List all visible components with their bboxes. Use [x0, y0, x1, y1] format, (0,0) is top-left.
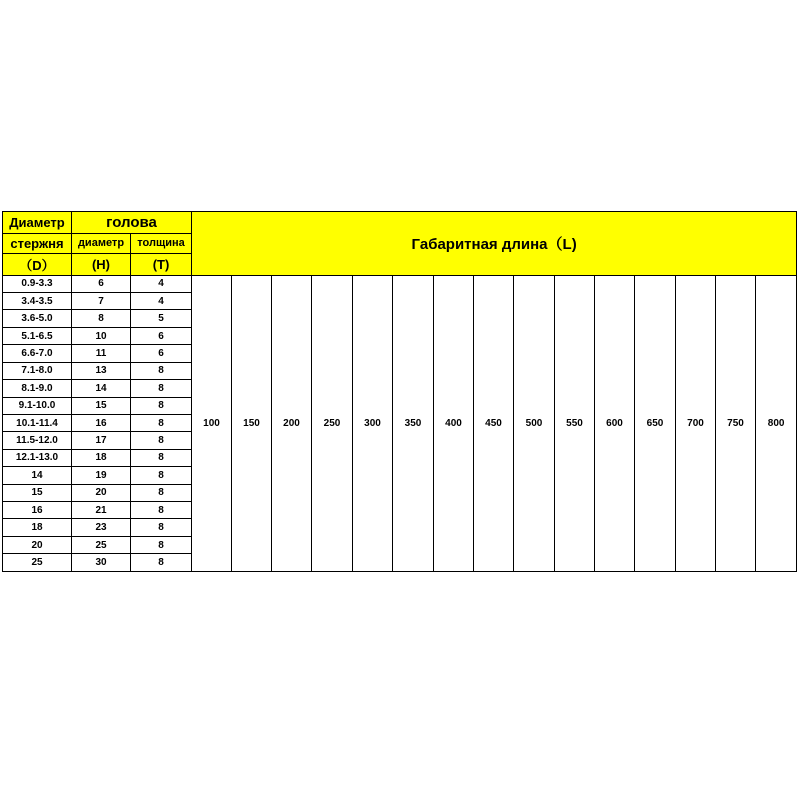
head-thickness-symbol: (T)	[131, 254, 192, 276]
head-thickness-cell: 4	[131, 275, 192, 292]
diameter-cell: 9.1-10.0	[3, 397, 72, 414]
head-diameter-cell: 16	[72, 414, 131, 431]
diameter-cell: 14	[3, 467, 72, 484]
head-diameter-label: диаметр	[72, 233, 131, 254]
diameter-cell: 10.1-11.4	[3, 414, 72, 431]
diameter-cell: 6.6-7.0	[3, 345, 72, 362]
head-diameter-cell: 8	[72, 310, 131, 327]
length-cell: 600	[595, 275, 635, 571]
diameter-cell: 5.1-6.5	[3, 327, 72, 344]
head-thickness-cell: 8	[131, 414, 192, 431]
length-cell: 100	[192, 275, 232, 571]
head-diameter-cell: 18	[72, 449, 131, 466]
diameter-cell: 3.4-3.5	[3, 292, 72, 309]
diameter-cell: 7.1-8.0	[3, 362, 72, 379]
length-cell: 650	[635, 275, 676, 571]
head-diameter-cell: 10	[72, 327, 131, 344]
head-diameter-cell: 17	[72, 432, 131, 449]
table-row	[3, 275, 797, 292]
head-thickness-cell: 8	[131, 519, 192, 536]
head-thickness-cell: 8	[131, 554, 192, 572]
head-diameter-cell: 19	[72, 467, 131, 484]
head-diameter-cell: 21	[72, 502, 131, 519]
head-thickness-cell: 8	[131, 397, 192, 414]
head-thickness-cell: 6	[131, 345, 192, 362]
head-thickness-cell: 8	[131, 502, 192, 519]
length-cell: 150	[232, 275, 272, 571]
diameter-header-line2: стержня	[3, 233, 72, 254]
length-cell: 750	[716, 275, 756, 571]
spec-table	[2, 211, 797, 572]
diameter-cell: 11.5-12.0	[3, 432, 72, 449]
head-header: голова	[72, 212, 192, 234]
head-thickness-cell: 8	[131, 467, 192, 484]
head-thickness-cell: 8	[131, 484, 192, 501]
diameter-cell: 20	[3, 536, 72, 553]
length-cell: 550	[555, 275, 595, 571]
diameter-cell: 25	[3, 554, 72, 572]
diameter-cell: 15	[3, 484, 72, 501]
length-cell: 300	[353, 275, 393, 571]
diameter-header-symbol: （D）	[3, 254, 72, 276]
diameter-cell: 16	[3, 502, 72, 519]
head-thickness-cell: 5	[131, 310, 192, 327]
head-diameter-cell: 6	[72, 275, 131, 292]
diameter-cell: 12.1-13.0	[3, 449, 72, 466]
head-diameter-cell: 20	[72, 484, 131, 501]
length-cell: 700	[676, 275, 716, 571]
head-thickness-cell: 8	[131, 536, 192, 553]
length-header: Габаритная длина（L)	[192, 212, 797, 276]
head-diameter-cell: 11	[72, 345, 131, 362]
head-thickness-cell: 6	[131, 327, 192, 344]
head-thickness-cell: 8	[131, 362, 192, 379]
head-thickness-cell: 8	[131, 380, 192, 397]
length-cell: 200	[272, 275, 312, 571]
length-cell: 500	[514, 275, 555, 571]
head-diameter-cell: 15	[72, 397, 131, 414]
diameter-cell: 3.6-5.0	[3, 310, 72, 327]
diameter-cell: 0.9-3.3	[3, 275, 72, 292]
head-diameter-cell: 30	[72, 554, 131, 572]
head-thickness-cell: 8	[131, 432, 192, 449]
length-cell: 450	[474, 275, 514, 571]
diameter-cell: 18	[3, 519, 72, 536]
length-cell: 800	[756, 275, 797, 571]
head-diameter-cell: 25	[72, 536, 131, 553]
head-diameter-symbol: (H)	[72, 254, 131, 276]
length-cell: 350	[393, 275, 434, 571]
head-thickness-cell: 4	[131, 292, 192, 309]
diameter-cell: 8.1-9.0	[3, 380, 72, 397]
diameter-header-line1: Диаметр	[3, 212, 72, 234]
length-cell: 250	[312, 275, 353, 571]
head-diameter-cell: 14	[72, 380, 131, 397]
length-cell: 400	[434, 275, 474, 571]
head-thickness-label: толщина	[131, 233, 192, 254]
head-thickness-cell: 8	[131, 449, 192, 466]
head-diameter-cell: 23	[72, 519, 131, 536]
head-diameter-cell: 7	[72, 292, 131, 309]
head-diameter-cell: 13	[72, 362, 131, 379]
